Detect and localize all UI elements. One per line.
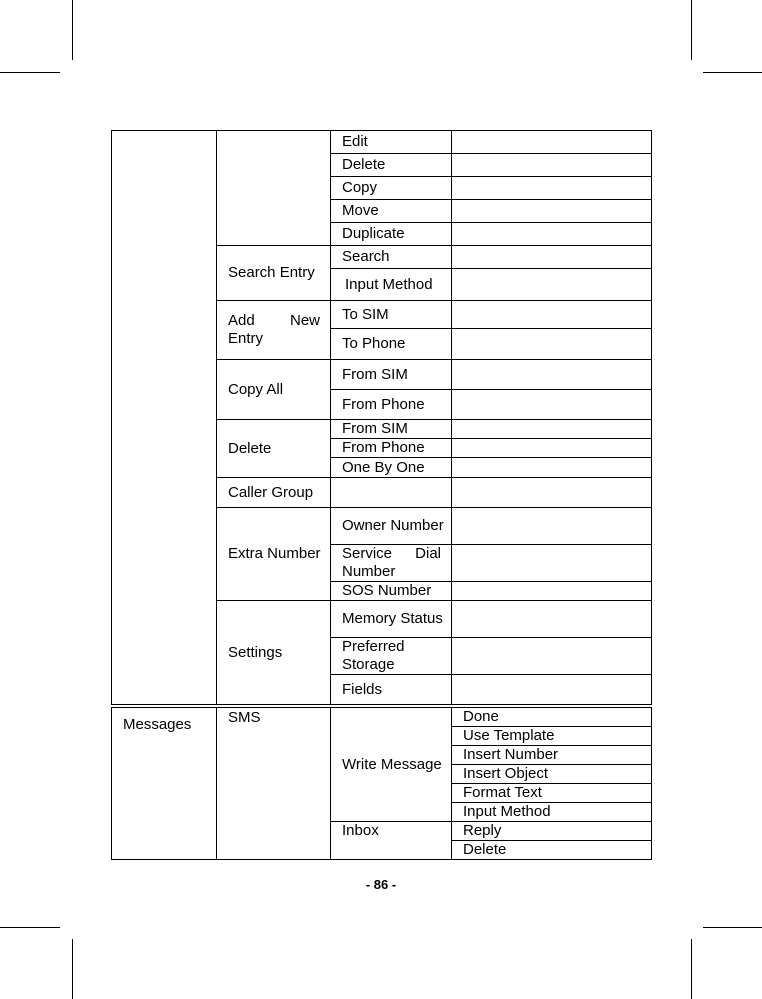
table-cell: Extra Number: [217, 508, 331, 601]
table-cell: Preferred Storage: [331, 638, 452, 675]
table-cell-empty: [452, 545, 652, 582]
table-cell-empty: [112, 131, 217, 705]
table-cell: Inbox: [331, 822, 452, 860]
table-cell: Done: [452, 708, 652, 727]
table-cell: Fields: [331, 675, 452, 705]
table-cell: Write Message: [331, 708, 452, 822]
table-cell: From Phone: [331, 439, 452, 458]
table-cell: Insert Object: [452, 765, 652, 784]
table-cell: Search Entry: [217, 246, 331, 301]
crop-mark: [703, 927, 762, 928]
table-cell-empty: [331, 478, 452, 508]
table-cell: Copy All: [217, 360, 331, 420]
table-cell-empty: [452, 329, 652, 360]
table-cell-empty: [452, 601, 652, 638]
table-cell: Owner Number: [331, 508, 452, 545]
table-cell: Copy: [331, 177, 452, 200]
table-cell: SOS Number: [331, 582, 452, 601]
table-cell: SMS: [217, 708, 331, 860]
table-cell-empty: [452, 269, 652, 301]
table-cell: From SIM: [331, 420, 452, 439]
table-cell: Delete: [331, 154, 452, 177]
crop-mark: [691, 939, 692, 999]
table-cell-empty: [452, 675, 652, 705]
table-cell: Format Text: [452, 784, 652, 803]
table-cell: Use Template: [452, 727, 652, 746]
table-cell-empty: [452, 390, 652, 420]
table-cell-empty: [452, 177, 652, 200]
table-cell: Delete: [452, 841, 652, 860]
crop-mark: [0, 72, 60, 73]
table-cell: Search: [331, 246, 452, 269]
table-cell-empty: [452, 638, 652, 675]
crop-mark: [691, 0, 692, 60]
table-cell: To SIM: [331, 301, 452, 329]
page-number: - 86 -: [365, 877, 397, 892]
crop-mark: [72, 939, 73, 999]
table-cell-empty: [452, 420, 652, 439]
table-cell: Caller Group: [217, 478, 331, 508]
table-cell-empty: [452, 301, 652, 329]
table-cell: From Phone: [331, 390, 452, 420]
table-cell-empty: [452, 508, 652, 545]
table-cell: Input Method: [452, 803, 652, 822]
table-cell: Messages: [112, 708, 217, 860]
table-cell: Memory Status: [331, 601, 452, 638]
table-cell-empty: [452, 439, 652, 458]
table-cell-empty: [452, 582, 652, 601]
table-cell-empty: [452, 131, 652, 154]
table-cell: Settings: [217, 601, 331, 705]
table-cell: From SIM: [331, 360, 452, 390]
crop-mark: [703, 72, 762, 73]
crop-mark: [0, 927, 60, 928]
table-cell: Duplicate: [331, 223, 452, 246]
messages-table: [111, 707, 652, 860]
table-cell: Reply: [452, 822, 652, 841]
crop-mark: [72, 0, 73, 60]
table-cell-empty: [452, 200, 652, 223]
table-cell: One By One: [331, 458, 452, 478]
table-cell: Service Dial Number: [331, 545, 452, 582]
menu-structure-table: [111, 130, 652, 705]
table-cell: Add New Entry: [217, 301, 331, 360]
table-cell-empty: [452, 223, 652, 246]
table-cell: Input Method: [331, 269, 452, 301]
table-cell-empty: [452, 360, 652, 390]
table-cell: Move: [331, 200, 452, 223]
table-cell-empty: [452, 458, 652, 478]
table-cell-empty: [452, 246, 652, 269]
table-cell-empty: [217, 131, 331, 246]
table-cell: Delete: [217, 420, 331, 478]
table-cell-empty: [452, 154, 652, 177]
table-cell-empty: [452, 478, 652, 508]
table-cell: To Phone: [331, 329, 452, 360]
table-cell: Edit: [331, 131, 452, 154]
table-cell: Insert Number: [452, 746, 652, 765]
